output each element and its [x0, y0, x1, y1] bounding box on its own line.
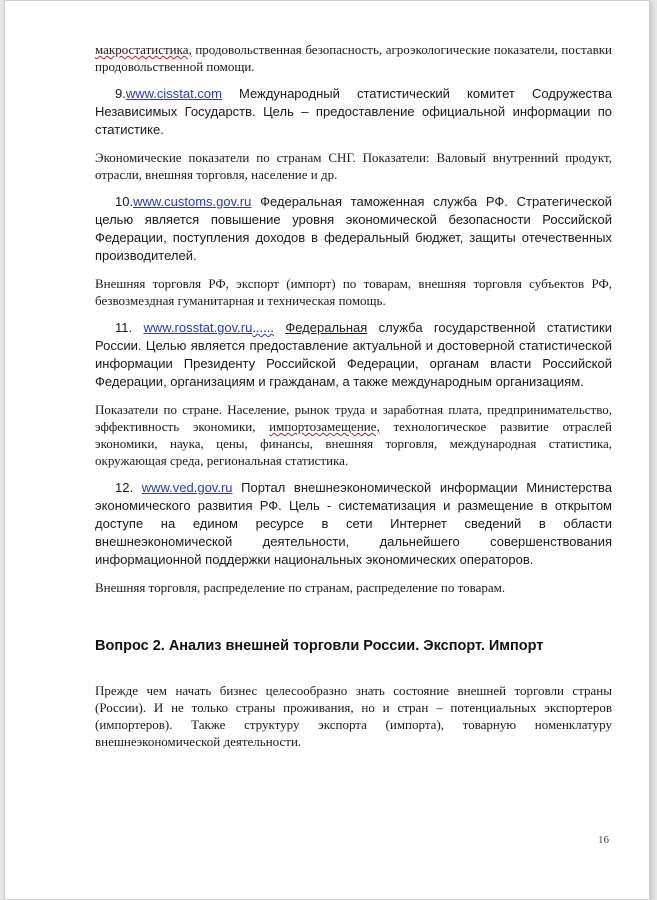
item-11 — [95, 319, 612, 391]
item-description: Федеральная таможенная служба РФ. Стратегической целью является повышение уровня экономической безопасности Российской Федерации, поступления доходов в федеральный бюджет, защиты отечественных производителей. — [95, 194, 612, 263]
item-9 — [95, 85, 612, 139]
item-description: служба государственной статистики России. Целью является предоставление актуальной и достоверной статистической информации Президенту Российской Федерации, органам власти Российской Федерации, организациям и гражданам, а также международным организациям. — [95, 320, 612, 389]
item-10-indicators: Внешняя торговля РФ, экспорт (импорт) по товарам, внешняя торговля субъектов РФ, безвозмездная гуманитарная и техническая помощь. — [95, 276, 612, 308]
link-cisstat[interactable]: www.cisstat.com — [125, 86, 222, 101]
item-title-start: Федеральная — [285, 320, 368, 335]
paragraph-text: продовольственная безопасность, агроэкологические показатели, поставки продовольственной помощи. — [95, 42, 612, 74]
indicators-text: Показатели по стране. Население, рынок труда и заработная плата, предпринимательство, эффективность экономики, — [95, 402, 612, 434]
page-content — [95, 41, 612, 760]
item-dots: ...... — [252, 320, 274, 335]
section-heading: Вопрос 2. Анализ внешней торговли России. Экспорт. Импорт — [95, 638, 544, 654]
link-rosstat[interactable]: www.rosstat.gov.ru — [143, 320, 253, 335]
item-number: 9. — [115, 86, 126, 101]
item-12 — [95, 479, 612, 569]
indicators-text: технологическое развитие отраслей экономики, наука, цены, финансы, внешняя торговля, международная статистика, окружающая среда, региональная статистика. — [95, 419, 612, 468]
spellcheck-term: импортозамещение, — [269, 419, 380, 434]
item-number: 11. — [115, 320, 133, 335]
item-description: Международный статистический комитет Содружества Независимых Государств. Цель – предоставление официальной информации по статистике. — [95, 86, 612, 137]
item-12-indicators: Внешняя торговля, распределение по странам, распределение по товарам. — [95, 580, 506, 595]
item-description: Портал внешнеэкономической информации Министерства экономического развития РФ. Цель - систематизация и размещение в открытом доступе на едином ресурсе в сети Интернет сведений в области внешнеэкономической деятельности, дальнейшего совершенствования информационной поддержки национальных экономических операторов. — [95, 480, 612, 567]
item-10 — [95, 193, 612, 265]
item-number: 12. — [115, 480, 134, 495]
document-page — [4, 0, 650, 900]
page-number: 16 — [598, 834, 609, 846]
item-11-indicators — [95, 401, 612, 469]
link-customs[interactable]: www.customs.gov.ru — [133, 194, 252, 209]
spellcheck-term: макростатистика, — [95, 42, 192, 57]
item-number: 10. — [115, 194, 134, 209]
link-ved[interactable]: www.ved.gov.ru — [141, 480, 233, 495]
item-9-indicators: Экономические показатели по странам СНГ. Показатели: Валовый внутренний продукт, отрасли, внешняя торговля, население и др. — [95, 150, 612, 182]
paragraph-macrostatistics — [95, 41, 612, 75]
paragraph-intro: Прежде чем начать бизнес целесообразно знать состояние внешней торговли страны (России). И не только страны проживания, но и стран – потенциальных экспортеров (импортеров). Также структуру экспорта (импорта), товарную номенклатуру внешнеэкономической деятельности. — [95, 683, 612, 749]
